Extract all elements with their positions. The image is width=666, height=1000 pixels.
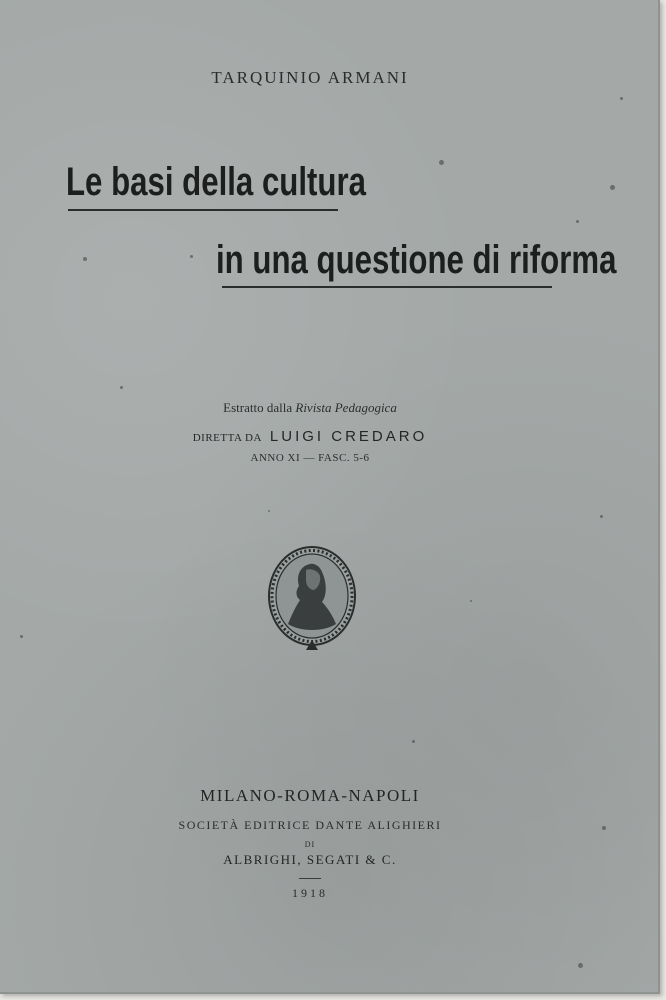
printer-name: ALBRIGHI, SEGATI & C. (223, 852, 397, 867)
paper-speck (20, 635, 23, 638)
extract-prefix: Estratto dalla (223, 400, 293, 415)
year-divider (299, 878, 321, 879)
author-name: TARQUINIO ARMANI (211, 68, 409, 87)
paper-speck (576, 220, 579, 223)
paper-speck (610, 185, 615, 190)
paper-speck (412, 740, 415, 743)
title-underline-1 (68, 209, 338, 211)
paper-speck (602, 826, 606, 830)
paper-speck (578, 963, 583, 968)
paper-speck (190, 255, 193, 258)
publisher-name: SOCIETÀ EDITRICE DANTE ALIGHIERI (178, 818, 442, 832)
paper-speck (620, 97, 623, 100)
director-name: LUIGI CREDARO (269, 428, 428, 445)
directed-label: DIRETTA DA (192, 432, 262, 444)
issue-info: ANNO XI — FASC. 5-6 (250, 452, 370, 464)
journal-name: Rivista Pedagogica (295, 400, 397, 415)
paper-speck (83, 257, 87, 261)
title-underline-2 (222, 286, 552, 288)
paper-speck (120, 386, 123, 389)
title-line-1: Le basi della cultura (66, 160, 366, 204)
publisher-medallion-icon (266, 544, 358, 654)
publication-cities: MILANO-ROMA-NAPOLI (200, 786, 420, 805)
publisher-di: DI (304, 840, 316, 849)
paper-speck (600, 515, 603, 518)
paper-speck (470, 600, 472, 602)
title-line-2: in una questione di riforma (216, 238, 617, 282)
director-line (0, 428, 620, 446)
publication-year: 1918 (292, 886, 328, 900)
paper-speck (268, 510, 270, 512)
extract-note (0, 400, 620, 416)
paper-speck (439, 160, 444, 165)
